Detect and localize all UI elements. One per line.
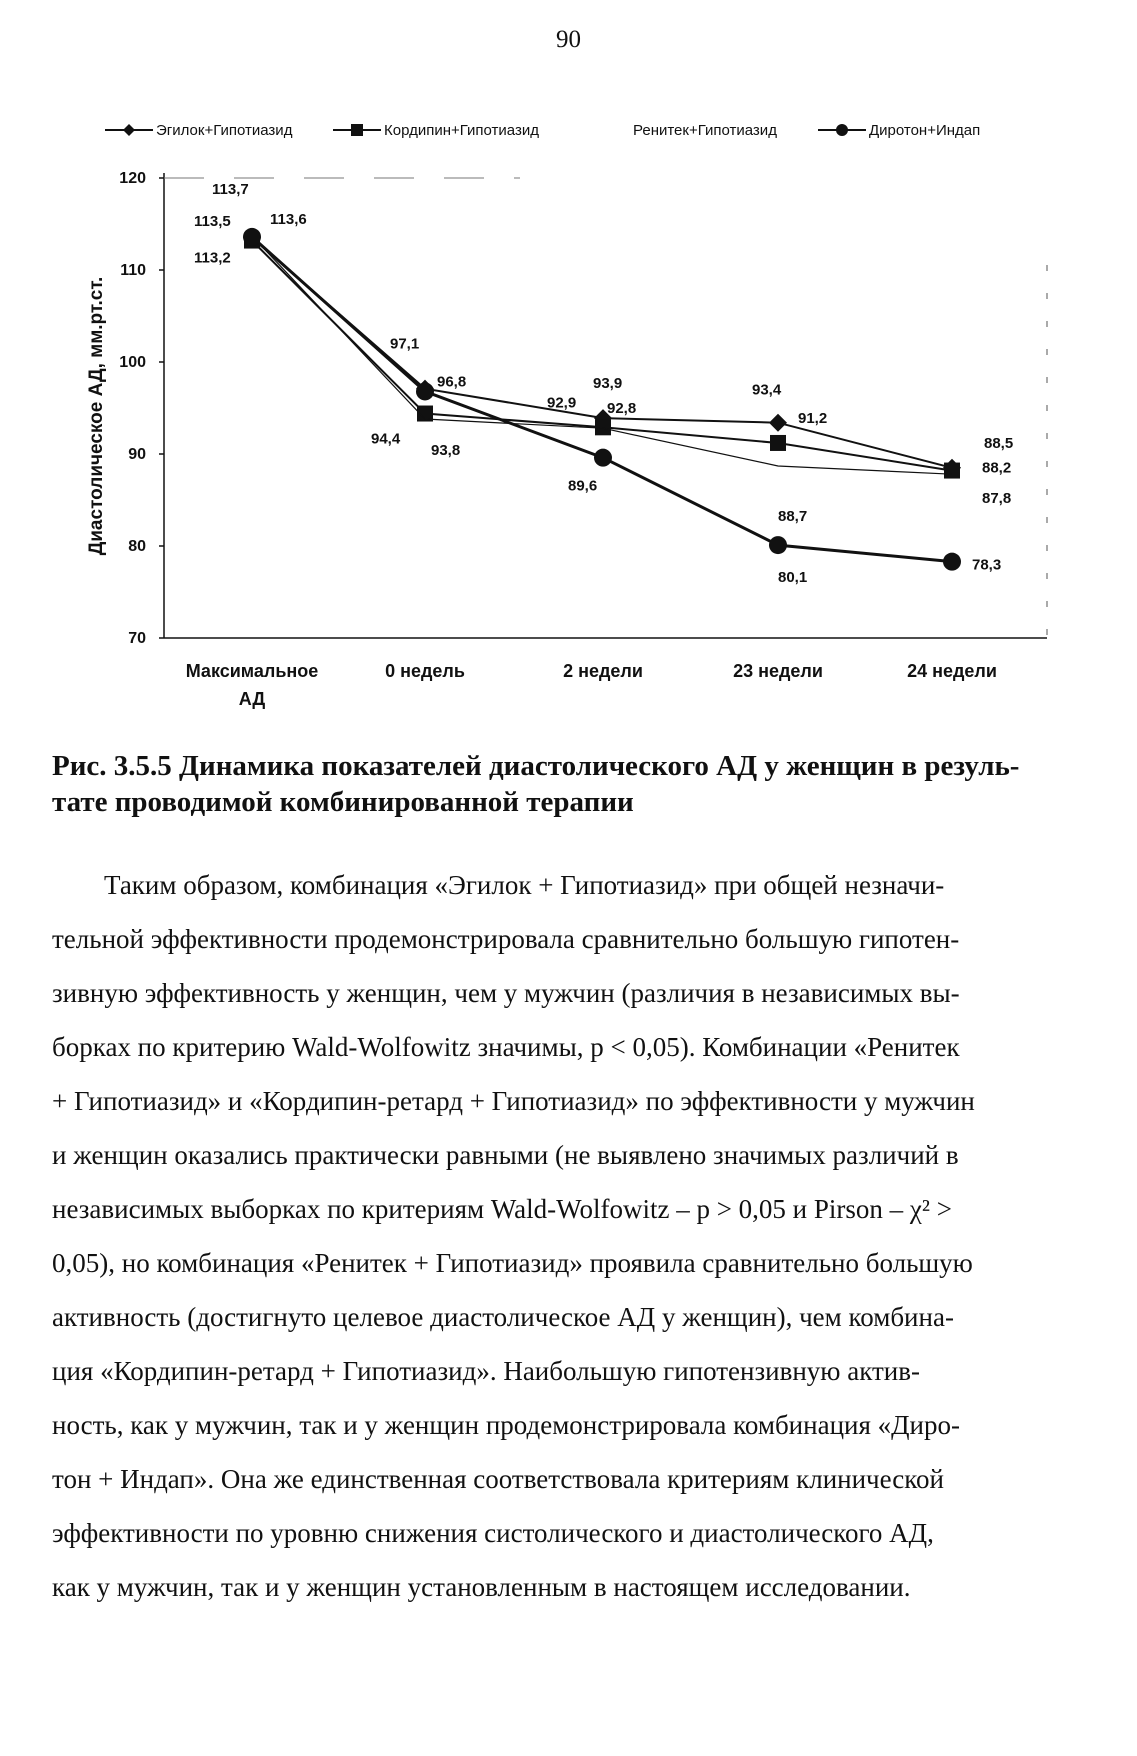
data-label: 113,7 xyxy=(212,180,249,198)
paragraph-line: независимых выборках по критериям Wald-Wolfowitz – p > 0,05 и Pirson – χ² > xyxy=(52,1194,952,1224)
data-label: 97,1 xyxy=(390,335,420,353)
data-label: 78,3 xyxy=(972,556,1002,574)
x-tick-label: 2 недели xyxy=(563,661,643,681)
data-point xyxy=(943,553,961,571)
data-label: 92,8 xyxy=(607,400,637,418)
body-paragraph xyxy=(52,858,1092,1614)
data-label: 89,6 xyxy=(568,477,598,495)
series-line xyxy=(252,236,952,474)
chart-legend xyxy=(105,122,980,139)
x-tick-label: 24 недели xyxy=(907,661,997,681)
paragraph-line: Таким образом, комбинация «Эгилок + Гипотиазид» при общей незначи- xyxy=(104,870,945,900)
data-label: 94,4 xyxy=(371,430,401,448)
series-line xyxy=(252,241,952,471)
data-label: 87,8 xyxy=(982,490,1012,508)
legend-marker xyxy=(836,124,848,136)
paragraph-line: зивную эффективность у женщин, чем у мужчин (различия в независимых вы- xyxy=(52,978,960,1008)
paragraph-line: ность, как у мужчин, так и у женщин продемонстрировала комбинация «Диро- xyxy=(52,1410,960,1440)
data-label: 96,8 xyxy=(437,373,467,391)
y-tick-label: 110 xyxy=(120,262,146,279)
y-tick-label: 80 xyxy=(128,538,146,555)
paragraph-line: эффективности по уровню снижения систолического и диастолического АД, xyxy=(52,1518,934,1548)
data-label: 93,9 xyxy=(593,375,623,393)
caption-line: Рис. 3.5.5 Динамика показателей диастолического АД у женщин в резуль- xyxy=(52,750,1020,782)
chart-series xyxy=(243,228,961,571)
y-tick-label: 100 xyxy=(119,354,146,371)
paragraph-line: тельной эффективности продемонстрировала сравнительно большую гипотен- xyxy=(52,924,960,954)
legend-marker xyxy=(123,124,135,136)
y-tick-label: 90 xyxy=(128,446,146,463)
x-tick-label: 23 недели xyxy=(733,661,823,681)
x-tick-label: АД xyxy=(238,689,266,709)
paragraph-line: как у мужчин, так и у женщин установленным в настоящем исследовании. xyxy=(52,1572,911,1602)
data-label: 113,5 xyxy=(194,212,231,230)
paragraph-line: ция «Кордипин-ретард + Гипотиазид». Наибольшую гипотензивную актив- xyxy=(52,1356,920,1386)
legend-label: Ренитек+Гипотиазид xyxy=(633,122,777,139)
data-point xyxy=(769,536,787,554)
data-label: 113,6 xyxy=(270,210,307,228)
legend-label: Кордипин+Гипотиазид xyxy=(384,122,539,139)
x-tick-label: 0 недель xyxy=(385,661,465,681)
paragraph-line: тон + Индап». Она же единственная соответствовала критериям клинической xyxy=(52,1464,944,1494)
page-number: 90 xyxy=(556,26,581,53)
data-label: 92,9 xyxy=(547,394,577,412)
y-tick-label: 70 xyxy=(128,630,146,647)
legend-marker xyxy=(351,124,363,136)
data-label: 88,7 xyxy=(778,507,808,525)
legend-label: Диротон+Индап xyxy=(869,122,981,139)
diastolic-bp-line-chart xyxy=(0,0,1137,740)
paragraph-line: 0,05), но комбинация «Ренитек + Гипотиазид» проявила сравнительно большую xyxy=(52,1248,973,1278)
data-point xyxy=(769,414,787,432)
legend-label: Эгилок+Гипотиазид xyxy=(156,122,293,139)
data-point xyxy=(416,382,434,400)
data-label: 91,2 xyxy=(798,409,828,427)
data-label: 88,5 xyxy=(984,434,1014,452)
chart-data-labels xyxy=(194,181,1013,586)
y-axis-label: Диастолическое АД, мм.рт.ст. xyxy=(86,276,107,556)
data-label: 93,4 xyxy=(752,381,782,399)
data-point xyxy=(243,228,261,246)
paragraph-line: и женщин оказались практически равными (не выявлено значимых различий в xyxy=(52,1140,959,1170)
paragraph-line: активность (достигнуто целевое диастолическое АД у женщин), чем комбина- xyxy=(52,1302,954,1332)
y-tick-label: 120 xyxy=(119,170,146,187)
data-point xyxy=(594,449,612,467)
data-point xyxy=(944,463,960,479)
paragraph-line: борках по критерию Wald-Wolfowitz значимы, р < 0,05). Комбинации «Ренитек xyxy=(52,1032,960,1062)
data-point xyxy=(770,435,786,451)
data-label: 113,2 xyxy=(194,249,231,267)
paragraph-line: + Гипотиазид» и «Кордипин-ретард + Гипотиазид» по эффективности у мужчин xyxy=(52,1086,975,1116)
data-label: 88,2 xyxy=(982,459,1012,477)
data-label: 80,1 xyxy=(778,569,808,587)
caption-line: тате проводимой комбинированной терапии xyxy=(52,786,634,818)
x-tick-label: Максимальное xyxy=(185,661,319,681)
figure-caption xyxy=(52,748,1092,820)
data-label: 93,8 xyxy=(431,442,461,460)
series-line xyxy=(252,237,952,562)
